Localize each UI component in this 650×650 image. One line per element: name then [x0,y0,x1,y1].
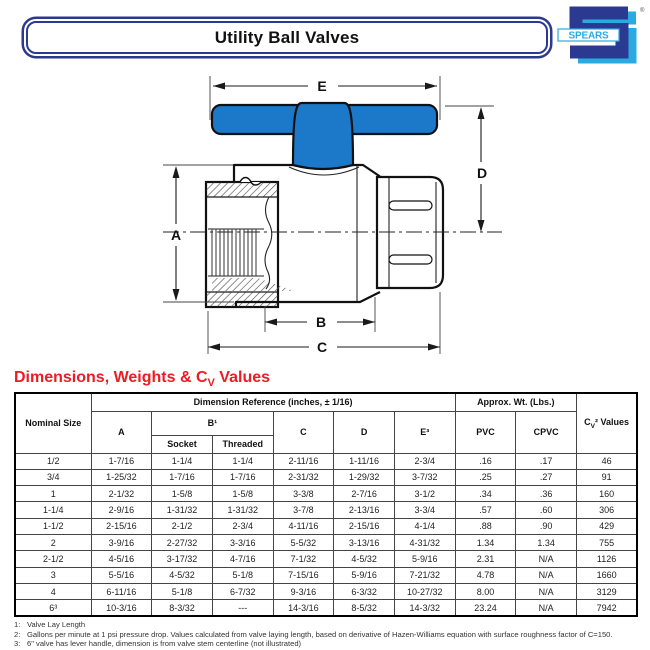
table-cell: 1/2 [15,453,91,469]
table-cell: 2-3/4 [394,453,455,469]
table-cell: 2-1/2 [15,551,91,567]
table-cell: 6-11/16 [91,583,152,599]
section-heading-suffix: Values [214,369,271,386]
table-row [15,469,637,485]
table-cell: 14-3/16 [273,600,334,616]
valve-handle [212,103,437,169]
table-row [15,453,637,469]
footnote-text: Gallons per minute at 1 psi pressure drop. Values calculated from valve laying length, based on derivative of Hazen-Williams equation with surface roughness factor of C=150. [27,629,613,639]
table-cell: 2-1/32 [91,486,152,502]
table-cell: 2-9/16 [91,502,152,518]
table-cell: 6³ [15,600,91,616]
table-cell: 7-15/16 [273,567,334,583]
table-row [15,567,637,583]
table-row [15,534,637,550]
table-cell: .88 [455,518,516,534]
valve-diagram [0,70,650,370]
table-cell: 7-1/32 [273,551,334,567]
table-cell: 1-7/16 [152,469,213,485]
table-cell: 3-7/8 [273,502,334,518]
table-cell: 3-17/32 [152,551,213,567]
table-cell: 1-25/32 [91,469,152,485]
table-cell: 4-5/16 [91,551,152,567]
table-cell: 3-3/4 [394,502,455,518]
table-cell: 7-21/32 [394,567,455,583]
table-cell: 1.34 [455,534,516,550]
table-cell: 4-7/16 [212,551,273,567]
table-cell: 2-31/32 [273,469,334,485]
footnote-3 [14,639,642,649]
table-cell: 1126 [577,551,638,567]
dimensions-table [14,392,638,617]
table-cell: 4 [15,583,91,599]
table-cell: .25 [455,469,516,485]
footnote-number: 2: [14,629,21,639]
table-cell: 6-7/32 [212,583,273,599]
table-cell: 3-1/2 [394,486,455,502]
table-cell: .16 [455,453,516,469]
table-cell: 306 [577,502,638,518]
table-cell: 1-1/4 [15,502,91,518]
cv-c: C [584,416,591,427]
table-cell: 8.00 [455,583,516,599]
table-cell: 1-5/8 [152,486,213,502]
table-cell: 7942 [577,600,638,616]
table-cell: 14-3/32 [394,600,455,616]
table-cell: 2-11/16 [273,453,334,469]
table-cell: .57 [455,502,516,518]
table-cell: 5-5/32 [273,534,334,550]
table-cell: 1 [15,486,91,502]
table-cell: 10-3/16 [91,600,152,616]
table-cell: .60 [516,502,577,518]
table-cell: 5-5/16 [91,567,152,583]
table-cell: 3 [15,567,91,583]
logo-text: SPEARS [568,30,609,42]
cv-sub: V [590,422,595,430]
section-heading-text: Dimensions, Weights & C [14,369,208,386]
table-cell: 160 [577,486,638,502]
table-cell: 2-1/2 [152,518,213,534]
table-cell: 23.24 [455,600,516,616]
table-cell: 1-1/2 [15,518,91,534]
table-cell: .27 [516,469,577,485]
dim-label-d: D [476,165,488,181]
table-cell: 8-3/32 [152,600,213,616]
table-cell: 6-3/32 [334,583,395,599]
footnote-number: 1: [14,620,21,629]
dim-label-e: E [317,78,327,94]
page-title-box [26,21,548,54]
table-cell: 755 [577,534,638,550]
dim-label-b: B [315,314,327,330]
table-cell: 1-31/32 [152,502,213,518]
table-cell: 46 [577,453,638,469]
table-cell: N/A [516,600,577,616]
table-cell: N/A [516,567,577,583]
table-cell: 2-3/4 [212,518,273,534]
page-title: Utility Ball Valves [214,27,360,47]
table-cell: 4.78 [455,567,516,583]
table-cell: 10-27/32 [394,583,455,599]
table-cell: 1-31/32 [212,502,273,518]
table-cell: .34 [455,486,516,502]
valve-threaded-end [206,178,294,308]
table-cell: 5-9/16 [334,567,395,583]
col-group-approx-wt: Approx. Wt. (Lbs.) [455,393,576,411]
section-heading-sub: V [207,377,215,390]
footnotes [14,620,642,649]
table-cell: 91 [577,469,638,485]
table-cell: 1-1/4 [152,453,213,469]
table-row [15,600,637,616]
table-cell: .17 [516,453,577,469]
table-cell: 1-7/16 [91,453,152,469]
table-cell: 1-5/8 [212,486,273,502]
table-cell: 429 [577,518,638,534]
table-cell: 1-7/16 [212,469,273,485]
table-cell: 1-1/4 [212,453,273,469]
table-cell: 3129 [577,583,638,599]
dim-label-c: C [316,339,328,355]
table-cell: N/A [516,583,577,599]
registered-mark: ® [640,8,645,14]
table-cell: 2-15/16 [91,518,152,534]
col-group-dimension-ref: Dimension Reference (inches, ± 1/16) [91,393,455,411]
table-cell: 3-9/16 [91,534,152,550]
cv-post: ² Values [595,416,630,427]
table-cell: 3/4 [15,469,91,485]
table-cell: 2-13/16 [334,502,395,518]
footnote-1 [14,620,642,630]
footnote-2 [14,630,642,640]
section-heading [14,369,270,389]
table-cell: 2.31 [455,551,516,567]
table-cell: 3-3/16 [212,534,273,550]
table-row [15,518,637,534]
table-cell: 3-3/8 [273,486,334,502]
table-row [15,486,637,502]
table-body [15,453,637,616]
col-c: C [273,411,334,453]
col-group-b: B¹ [152,411,273,435]
footnote-number: 3: [14,639,21,649]
table-cell: 4-31/32 [394,534,455,550]
table-cell: --- [212,600,273,616]
table-header [15,393,637,453]
table-cell: 1.34 [516,534,577,550]
table-cell: 9-3/16 [273,583,334,599]
table-cell: 5-9/16 [394,551,455,567]
table-cell: 4-5/32 [152,567,213,583]
col-socket: Socket [152,435,213,453]
col-pvc: PVC [455,411,516,453]
table-cell: 4-1/4 [394,518,455,534]
col-e: E³ [394,411,455,453]
table-row [15,583,637,599]
table-cell: .36 [516,486,577,502]
table-cell: 2-27/32 [152,534,213,550]
footnote-text: 6" valve has lever handle, dimension is from valve stem centerline (not illustrated) [27,639,302,649]
col-threaded: Threaded [212,435,273,453]
col-cv-values [577,393,638,453]
table-cell: 4-5/32 [334,551,395,567]
col-a: A [91,411,152,453]
table-cell: 2 [15,534,91,550]
col-nominal-size: Nominal Size [15,393,91,453]
table-cell: 8-5/32 [334,600,395,616]
table-cell: .90 [516,518,577,534]
table-cell: 4-11/16 [273,518,334,534]
table-cell: 1-11/16 [334,453,395,469]
table-row [15,502,637,518]
col-d: D [334,411,395,453]
spears-logo [556,3,648,67]
col-cpvc: CPVC [516,411,577,453]
table-cell: 1-29/32 [334,469,395,485]
table-cell: 3-13/16 [334,534,395,550]
table-cell: 5-1/8 [212,567,273,583]
footnote-text: Valve Lay Length [27,620,86,629]
table-cell: 3-7/32 [394,469,455,485]
table-cell: N/A [516,551,577,567]
table-cell: 5-1/8 [152,583,213,599]
table-cell: 1660 [577,567,638,583]
dim-label-a: A [170,227,182,243]
table-row [15,551,637,567]
table-cell: 2-7/16 [334,486,395,502]
table-cell: 2-15/16 [334,518,395,534]
